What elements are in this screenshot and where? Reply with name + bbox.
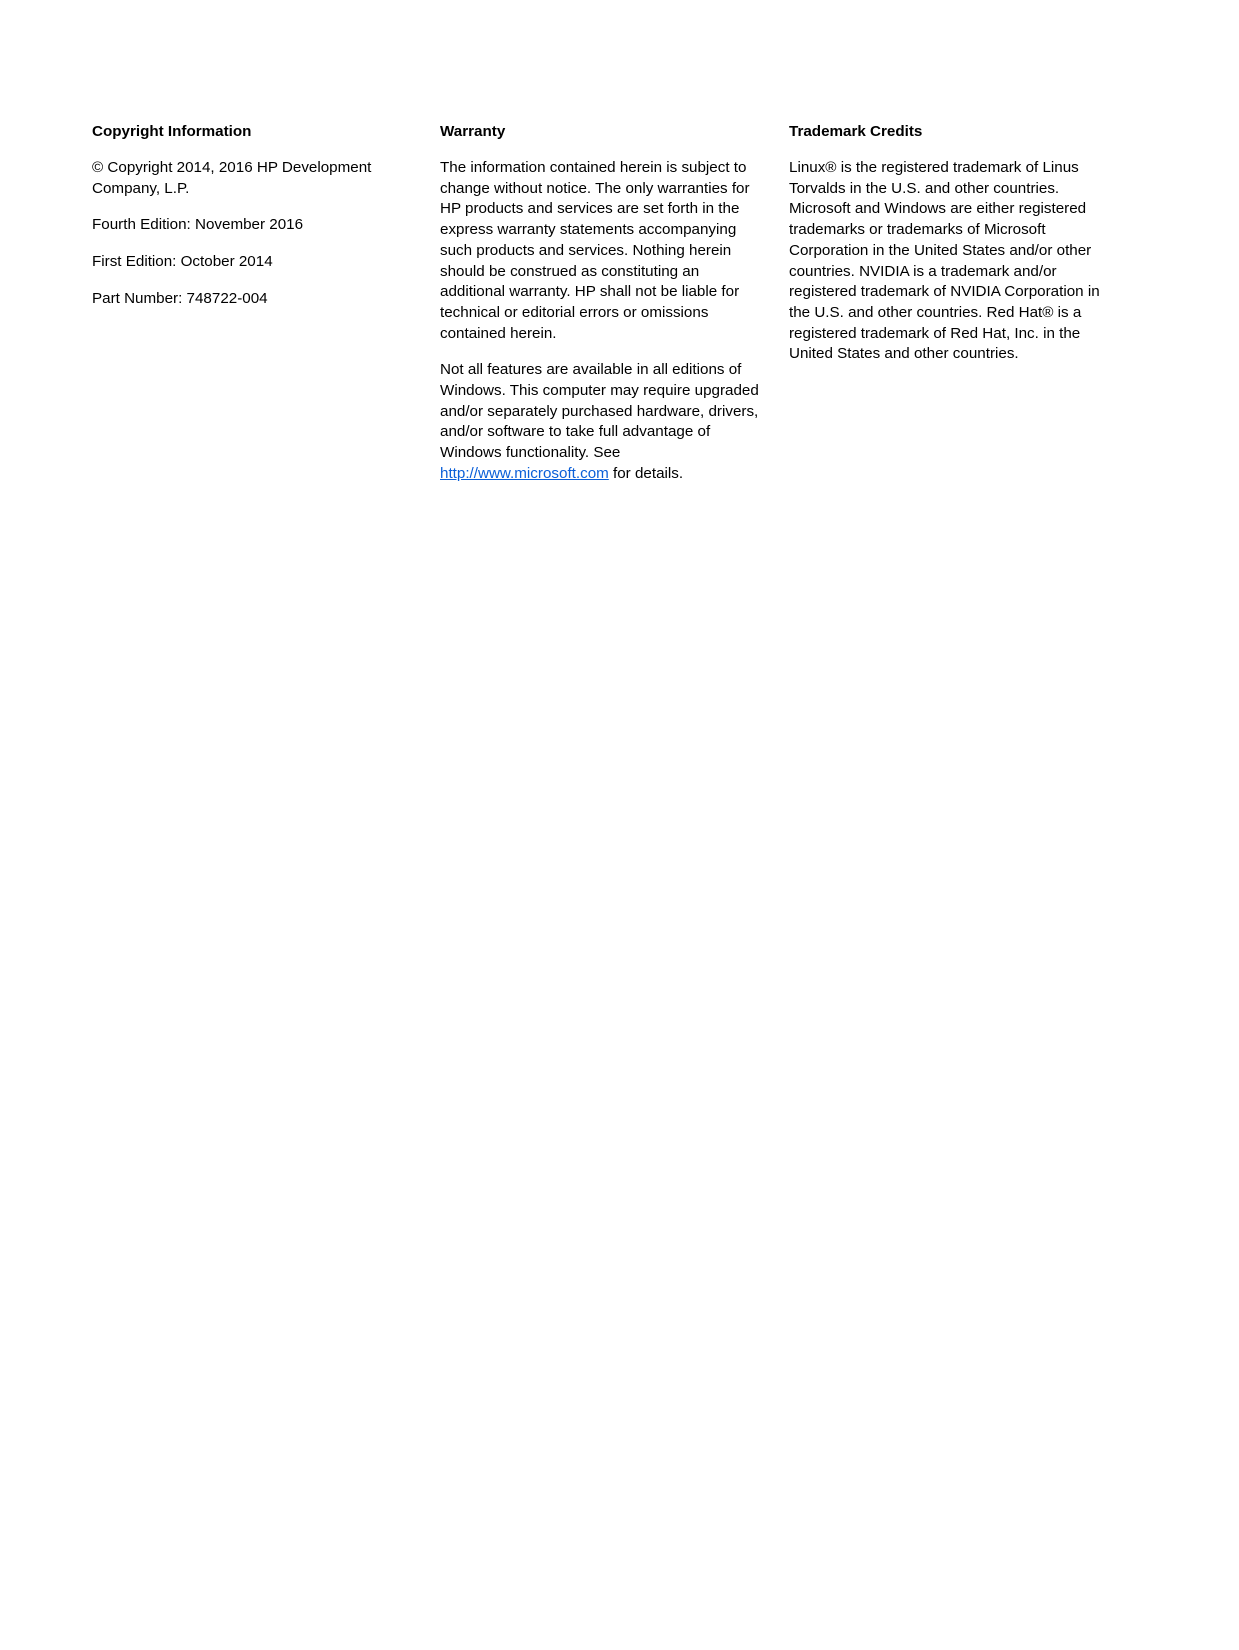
warranty-paragraph: The information contained herein is subject to change without notice. The only warranties for HP products and services are set forth in the express warranty statements accompanying such products and services. Nothing herein should be construed as constituting an additional warranty. HP shall not be liable for technical or editorial errors or omissions contained herein. <box>440 159 750 342</box>
fourth-edition-text: Fourth Edition: November 2016 <box>92 216 304 234</box>
part-number-text: Part Number: 748722-004 <box>92 289 268 307</box>
first-edition-text: First Edition: October 2014 <box>92 253 273 271</box>
windows-features-paragraph <box>440 360 765 484</box>
copyright-heading: Copyright Information <box>92 123 252 140</box>
trademark-paragraph: Linux® is the registered trademark of Linus Torvalds in the U.S. and other countries. Microsoft and Windows are either registered trademarks or trademarks of Microsoft Corporation in the United States and/or other countries. NVIDIA is a trademark and/or registered trademark of NVIDIA Corporation in the U.S. and other countries. Red Hat® is a registered trademark of Red Hat, Inc. in the United States and other countries. <box>789 159 1100 363</box>
windows-features-text: Not all features are available in all editions of Windows. This computer may require upgraded and/or separately purchased hardware, drivers, and/or software to take full advantage of Windows functionality. See <box>440 361 759 462</box>
copyright-section <box>92 122 402 326</box>
warranty-section <box>440 122 765 501</box>
microsoft-link[interactable]: http://www.microsoft.com <box>440 464 609 482</box>
trademark-section <box>789 122 1114 381</box>
windows-features-suffix: for details. <box>608 464 684 482</box>
trademark-heading: Trademark Credits <box>789 123 923 140</box>
warranty-heading: Warranty <box>440 123 506 140</box>
copyright-notice: © Copyright 2014, 2016 HP Development Company, L.P. <box>92 159 372 197</box>
